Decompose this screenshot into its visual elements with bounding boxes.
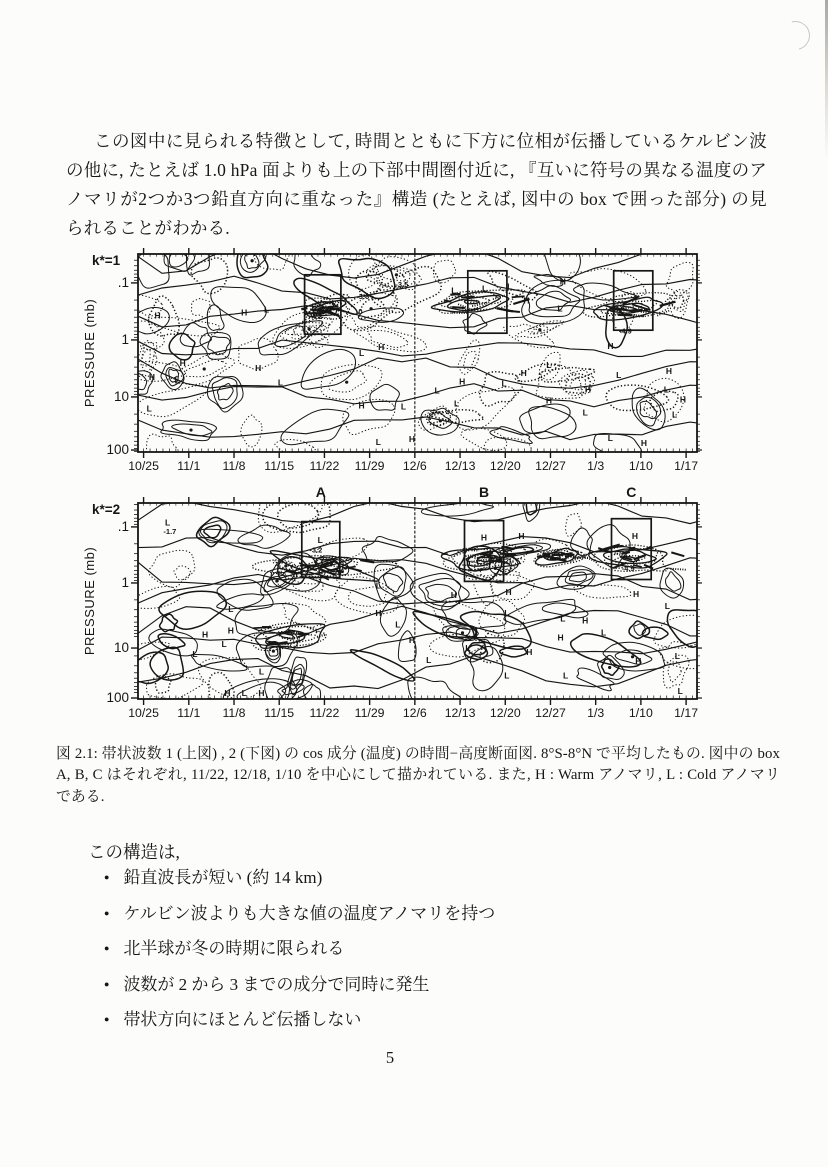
svg-text:L: L bbox=[677, 686, 683, 697]
svg-text:L: L bbox=[600, 627, 607, 638]
svg-text:L: L bbox=[146, 403, 152, 414]
svg-text:H: H bbox=[255, 362, 262, 373]
svg-text:L: L bbox=[174, 374, 180, 385]
svg-text:11/29: 11/29 bbox=[354, 459, 385, 473]
svg-text:1/3: 1/3 bbox=[587, 459, 605, 473]
svg-text:-3.2: -3.2 bbox=[309, 545, 323, 555]
svg-text:0: 0 bbox=[358, 306, 363, 316]
svg-text:L: L bbox=[504, 607, 510, 618]
contour-panel-k2 bbox=[78, 484, 738, 736]
svg-text:1: 1 bbox=[121, 575, 129, 590]
svg-text:L: L bbox=[560, 613, 566, 624]
svg-text:H: H bbox=[154, 310, 161, 321]
svg-text:L: L bbox=[311, 301, 317, 312]
svg-text:L: L bbox=[375, 580, 382, 591]
svg-text:12/27: 12/27 bbox=[535, 459, 566, 473]
svg-text:H: H bbox=[408, 434, 415, 445]
x-axis-labels bbox=[128, 706, 698, 720]
svg-text:H: H bbox=[607, 341, 614, 352]
svg-text:1/10: 1/10 bbox=[628, 706, 653, 720]
svg-text:L: L bbox=[258, 666, 265, 677]
svg-text:100: 100 bbox=[106, 690, 129, 705]
svg-text:H: H bbox=[450, 590, 457, 601]
contour-value-labels bbox=[163, 527, 634, 573]
svg-text:H: H bbox=[584, 384, 592, 395]
svg-text:11/1: 11/1 bbox=[177, 459, 201, 473]
box-letter: C bbox=[626, 484, 637, 500]
box-letter: A bbox=[315, 484, 326, 500]
panel-label: k*=1 bbox=[92, 253, 121, 268]
svg-text:L: L bbox=[504, 670, 510, 681]
svg-text:1/3: 1/3 bbox=[587, 706, 605, 720]
anomaly-box bbox=[468, 271, 507, 333]
svg-text:L: L bbox=[562, 670, 569, 681]
figure-2-1 bbox=[0, 236, 828, 811]
bullet-icon: ● bbox=[104, 943, 110, 953]
svg-text:11/29: 11/29 bbox=[354, 706, 385, 720]
svg-text:H: H bbox=[358, 400, 365, 411]
svg-text:L: L bbox=[671, 409, 678, 420]
svg-text:12/13: 12/13 bbox=[444, 459, 476, 473]
contour-plot-svg bbox=[78, 242, 738, 486]
svg-text:10/25: 10/25 bbox=[128, 459, 159, 473]
svg-text:L: L bbox=[476, 555, 482, 566]
svg-text:L: L bbox=[453, 398, 460, 409]
svg-text:L: L bbox=[358, 348, 365, 358]
intro-paragraph: この図中に見られる特徴として, 時間とともに下方に位相が伝播しているケルビン波の他に, たとえば 1.0 hPa 面よりも上の下部中間圏付近に, 『互いに符号の異なる温度のアノマリが2つか3つ鉛直方向に重なった』構造 (たとえば, 図中の box で囲った部分) の見られることがわかる. bbox=[66, 130, 767, 238]
svg-text:L: L bbox=[465, 643, 471, 653]
svg-text:10/25: 10/25 bbox=[128, 706, 159, 720]
contour-plot-svg bbox=[78, 484, 738, 736]
bullet-text: 鉛直波長が短い (約 14 km) bbox=[123, 868, 323, 887]
bullet-list bbox=[104, 866, 744, 1044]
svg-text:L: L bbox=[616, 369, 622, 380]
svg-text:1/10: 1/10 bbox=[628, 459, 653, 473]
contour-panel-k1 bbox=[78, 242, 738, 486]
figure-caption: 図 2.1: 帯状波数 1 (上図) , 2 (下図) の cos 成分 (温度) の時間−高度断面図. 8°S-8°N で平均したもの. 図中の box A, B, C はそれぞれ, 11/22, 12/18, 1/10 を中心にして描かれている. また, H : Warm アノマリ, L : Cold アノマリ である. bbox=[56, 745, 780, 805]
svg-text:H: H bbox=[241, 307, 248, 318]
svg-text:L: L bbox=[426, 654, 432, 665]
y-axis-labels bbox=[106, 275, 129, 457]
svg-text:H: H bbox=[258, 688, 265, 699]
svg-text:H: H bbox=[227, 625, 234, 636]
svg-text:1/17: 1/17 bbox=[674, 459, 699, 473]
svg-text:12/20: 12/20 bbox=[489, 706, 521, 720]
y-axis-title: PRESSURE (mb) bbox=[82, 298, 97, 408]
svg-text:H: H bbox=[224, 688, 231, 699]
svg-text:L: L bbox=[317, 535, 323, 546]
svg-text:H: H bbox=[557, 632, 564, 643]
svg-text:H: H bbox=[408, 635, 415, 646]
bullet-icon: ● bbox=[104, 907, 110, 918]
svg-text:11/22: 11/22 bbox=[309, 706, 340, 720]
svg-text:H: H bbox=[640, 438, 647, 449]
svg-text:-1.7: -1.7 bbox=[163, 526, 177, 536]
svg-text:H: H bbox=[505, 587, 512, 598]
bullet-icon: ● bbox=[104, 1014, 110, 1024]
svg-text:-4.2: -4.2 bbox=[309, 311, 323, 321]
svg-text:H: H bbox=[631, 530, 639, 541]
svg-text:L: L bbox=[507, 281, 513, 292]
svg-text:11/15: 11/15 bbox=[264, 706, 295, 720]
svg-text:H: H bbox=[582, 615, 589, 626]
svg-text:L: L bbox=[663, 384, 669, 395]
bullet-text: 波数が 2 から 3 までの成分で同時に発生 bbox=[123, 974, 430, 994]
lead-sentence: この構造は, bbox=[88, 841, 180, 862]
svg-text:H: H bbox=[375, 607, 382, 618]
svg-text:L: L bbox=[451, 285, 457, 296]
bullet-item bbox=[104, 866, 744, 889]
svg-text:11/1: 11/1 bbox=[177, 706, 201, 720]
svg-text:L: L bbox=[221, 639, 227, 650]
svg-text:L: L bbox=[434, 385, 440, 396]
svg-text:11/8: 11/8 bbox=[222, 459, 246, 473]
svg-text:L: L bbox=[277, 377, 284, 388]
svg-text:L: L bbox=[164, 517, 171, 528]
svg-text:H: H bbox=[679, 394, 687, 405]
svg-text:11/15: 11/15 bbox=[264, 459, 295, 473]
y-axis-labels bbox=[106, 519, 129, 705]
svg-text:-3.5: -3.5 bbox=[395, 280, 409, 290]
svg-text:H: H bbox=[378, 342, 385, 353]
bullet-text: ケルビン波よりも大きな値の温度アノマリを持つ bbox=[123, 903, 496, 923]
svg-text:10: 10 bbox=[113, 640, 129, 655]
svg-text:-4.9: -4.9 bbox=[618, 326, 632, 336]
svg-text:L: L bbox=[400, 401, 407, 412]
bullet-text: 帯状方向にほとんど伝播しない bbox=[123, 1010, 362, 1029]
svg-text:H: H bbox=[665, 365, 673, 376]
svg-text:H: H bbox=[480, 532, 488, 543]
svg-text:11/22: 11/22 bbox=[309, 459, 340, 473]
svg-text:1: 1 bbox=[121, 331, 129, 347]
bullet-item bbox=[104, 973, 744, 996]
bullet-icon: ● bbox=[104, 872, 110, 882]
svg-text:12/20: 12/20 bbox=[489, 459, 521, 473]
svg-text:H: H bbox=[459, 376, 466, 387]
svg-text:L: L bbox=[607, 433, 614, 444]
plot-frame bbox=[138, 503, 697, 699]
hl-labels bbox=[147, 277, 686, 448]
svg-text:H: H bbox=[545, 395, 552, 406]
svg-text:L: L bbox=[395, 619, 401, 630]
bullet-item bbox=[104, 1008, 744, 1031]
svg-text:12/6: 12/6 bbox=[402, 459, 427, 473]
bullet-icon: ● bbox=[104, 978, 110, 989]
svg-text:.1: .1 bbox=[117, 274, 129, 290]
bullet-text: 北半球が冬の時期に限られる bbox=[123, 939, 345, 958]
svg-text:H: H bbox=[633, 588, 640, 599]
scan-artifact-arc bbox=[776, 16, 816, 56]
svg-text:1/17: 1/17 bbox=[674, 706, 699, 720]
svg-text:H: H bbox=[635, 656, 642, 666]
svg-text:-4.9: -4.9 bbox=[621, 564, 635, 574]
svg-text:H: H bbox=[518, 530, 525, 541]
svg-text:L: L bbox=[557, 303, 563, 314]
bullet-item bbox=[104, 902, 744, 925]
svg-text:12/6: 12/6 bbox=[402, 706, 427, 720]
svg-text:100: 100 bbox=[106, 442, 129, 457]
svg-text:H: H bbox=[559, 276, 566, 287]
svg-text:L: L bbox=[375, 437, 382, 448]
svg-text:L: L bbox=[674, 650, 681, 661]
panel-label: k*=2 bbox=[92, 502, 121, 517]
svg-text:L: L bbox=[241, 688, 247, 699]
svg-text:L: L bbox=[582, 407, 588, 418]
svg-text:12/27: 12/27 bbox=[535, 706, 566, 720]
svg-text:L: L bbox=[481, 283, 488, 294]
svg-text:.1: .1 bbox=[117, 518, 129, 534]
svg-text:-3.6: -3.6 bbox=[356, 292, 370, 302]
svg-text:11/8: 11/8 bbox=[222, 706, 246, 720]
box-letter: B bbox=[478, 484, 490, 500]
contour-field bbox=[124, 242, 714, 465]
svg-text:H: H bbox=[523, 295, 530, 306]
svg-text:L: L bbox=[546, 359, 552, 370]
y-axis-title: PRESSURE (mb) bbox=[82, 546, 97, 656]
page-number: 5 bbox=[385, 1048, 395, 1067]
svg-text:L: L bbox=[501, 378, 507, 389]
svg-text:H: H bbox=[526, 647, 533, 657]
svg-text:L: L bbox=[263, 304, 270, 315]
svg-text:L: L bbox=[664, 600, 671, 611]
svg-text:L: L bbox=[228, 603, 234, 614]
svg-text:H: H bbox=[179, 357, 186, 368]
svg-text:10: 10 bbox=[113, 389, 129, 404]
svg-text:L: L bbox=[192, 648, 198, 659]
svg-text:H: H bbox=[202, 629, 209, 640]
bullet-item bbox=[104, 937, 744, 960]
x-axis-labels bbox=[128, 459, 698, 473]
svg-text:H: H bbox=[520, 367, 527, 378]
svg-text:H: H bbox=[148, 371, 156, 382]
svg-text:12/13: 12/13 bbox=[444, 706, 476, 720]
